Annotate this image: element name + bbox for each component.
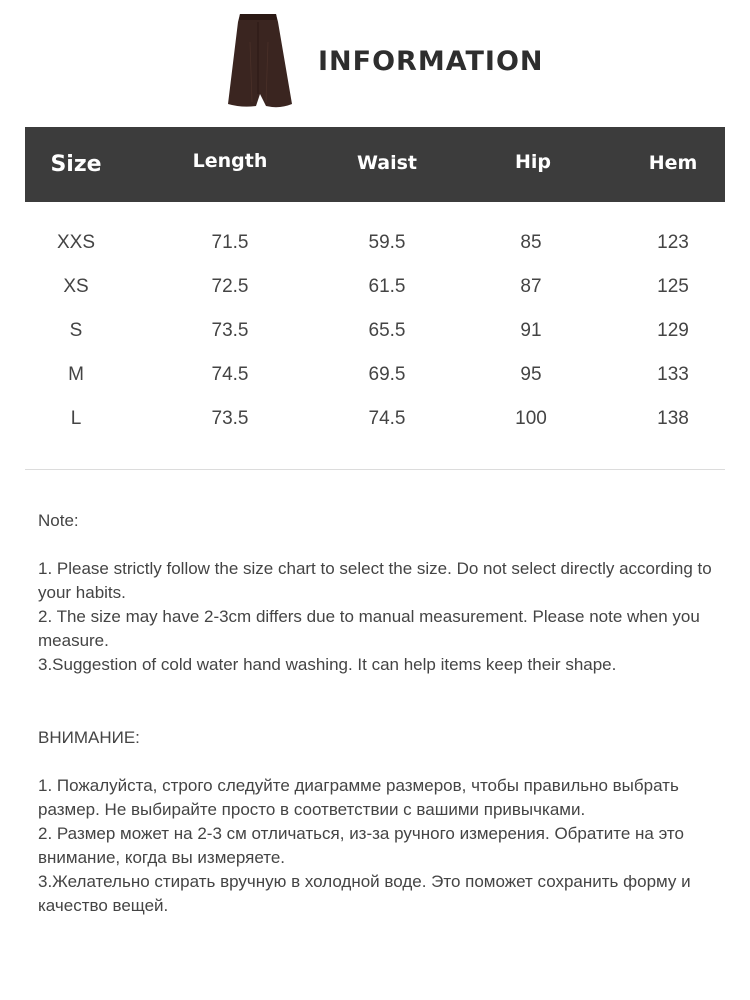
cell-size: XXS <box>56 232 96 253</box>
cell-size: XS <box>63 276 89 297</box>
column-header-length: Length <box>192 150 268 172</box>
cell-length: 73.5 <box>211 408 249 429</box>
cell-hip: 87 <box>520 276 542 297</box>
table-row <box>25 265 725 309</box>
cell-hem: 125 <box>657 276 689 297</box>
note-heading-en: Note: <box>38 511 79 530</box>
cell-waist: 59.5 <box>368 232 406 253</box>
note-item-ru: 1. Пожалуйста, строго следуйте диаграмме размеров, чтобы правильно выбрать размер. Не выбирайте просто в соответствии с вашими привычками. <box>38 776 679 819</box>
notes-en <box>38 557 718 677</box>
skirt-product-image <box>222 12 294 110</box>
cell-waist: 69.5 <box>368 364 406 385</box>
cell-length: 74.5 <box>211 364 249 385</box>
table-row <box>25 397 725 441</box>
cell-hem: 138 <box>657 408 689 429</box>
note-item-en: 2. The size may have 2-3cm differs due to manual measurement. Please note when you measure. <box>38 607 700 650</box>
note-item-en: 1. Please strictly follow the size chart to select the size. Do not select directly according to your habits. <box>38 559 712 602</box>
section-divider <box>25 469 725 470</box>
cell-waist: 61.5 <box>368 276 406 297</box>
table-row <box>25 221 725 265</box>
note-item-ru: 3.Желательно стирать вручную в холодной воде. Это поможет сохранить форму и качество вещей. <box>38 872 691 915</box>
cell-waist: 74.5 <box>368 408 406 429</box>
note-item-en: 3.Suggestion of cold water hand washing. It can help items keep their shape. <box>38 655 617 674</box>
header <box>0 0 750 120</box>
note-item-ru: 2. Размер может на 2-3 см отличаться, из-за ручного измерения. Обратите на это внимание, когда вы измеряете. <box>38 824 684 867</box>
table-row <box>25 309 725 353</box>
cell-hip: 85 <box>520 232 542 253</box>
cell-hip: 100 <box>515 408 547 429</box>
cell-hip: 95 <box>520 364 542 385</box>
cell-hem: 129 <box>657 320 689 341</box>
cell-hem: 123 <box>657 232 689 253</box>
table-row <box>25 353 725 397</box>
size-table-header <box>25 127 725 202</box>
note-heading-ru: ВНИМАНИЕ: <box>38 728 140 747</box>
cell-size: M <box>68 364 84 385</box>
cell-length: 72.5 <box>211 276 249 297</box>
cell-hip: 91 <box>520 320 542 341</box>
notes-ru <box>38 774 718 918</box>
cell-size: S <box>69 320 83 341</box>
column-header-hip: Hip <box>514 151 551 173</box>
cell-length: 71.5 <box>211 232 249 253</box>
cell-length: 73.5 <box>211 320 249 341</box>
cell-size: L <box>70 408 82 429</box>
column-header-size: Size <box>50 152 102 177</box>
column-header-hem: Hem <box>648 152 698 174</box>
cell-waist: 65.5 <box>368 320 406 341</box>
column-header-waist: Waist <box>356 152 417 174</box>
cell-hem: 133 <box>657 364 689 385</box>
page-title: INFORMATION <box>318 46 544 77</box>
